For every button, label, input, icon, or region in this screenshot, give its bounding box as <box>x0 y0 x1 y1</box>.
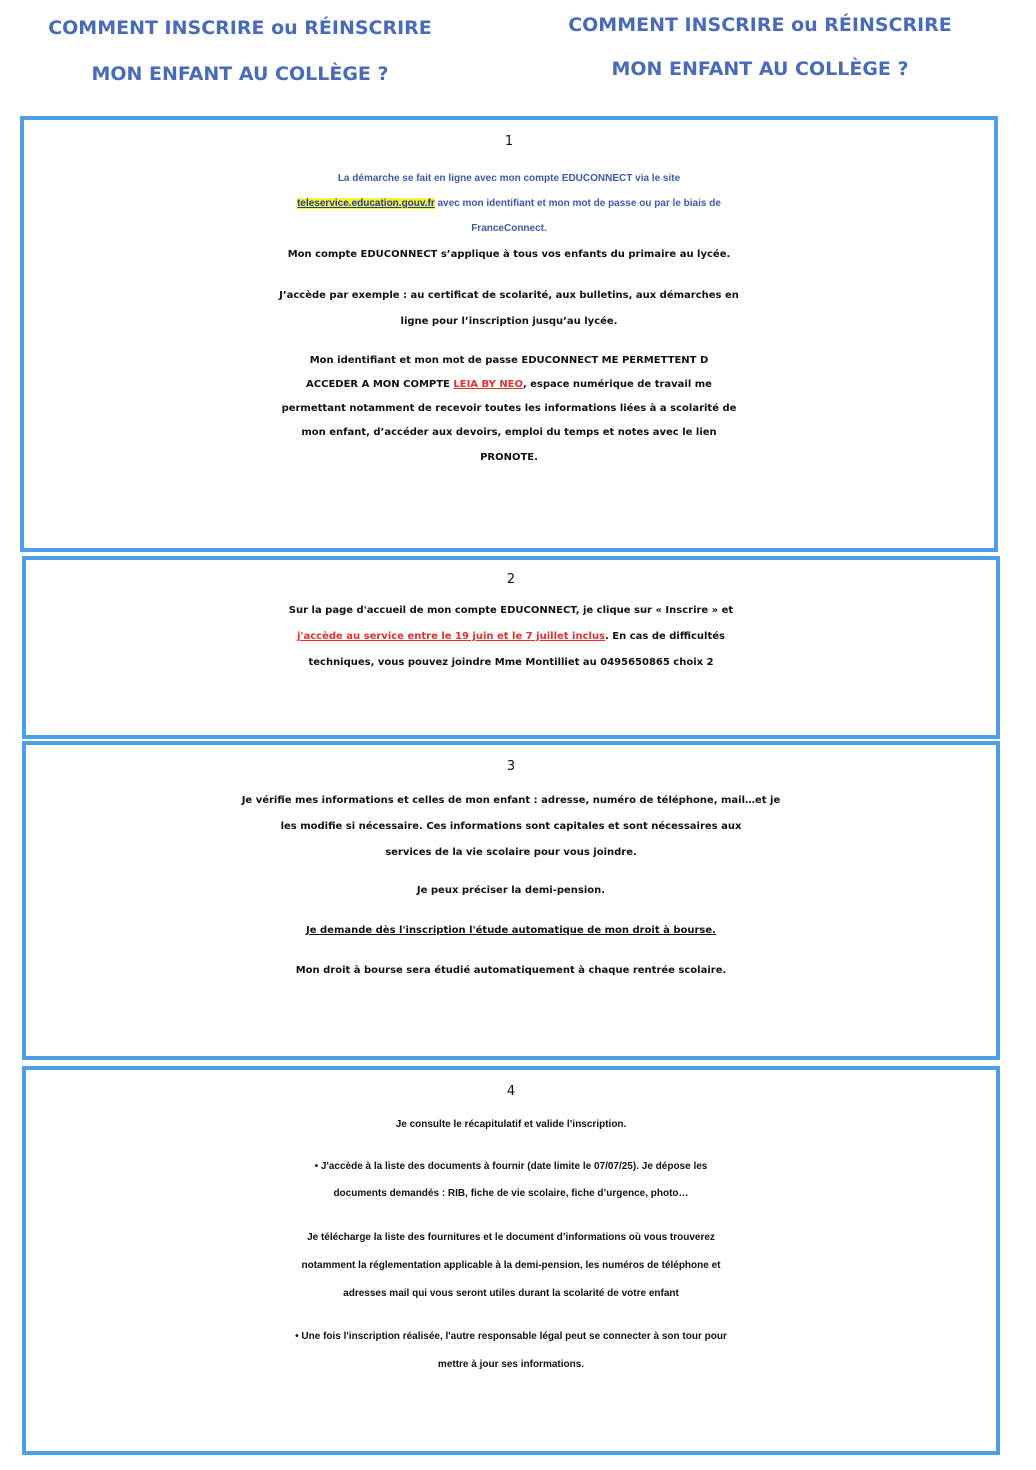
step-4-line1: Je consulte le récapitulatif et valide l’inscription. <box>395 1119 627 1130</box>
header-title-right-line2: MON ENFANT AU COLLÈGE ? <box>611 58 909 80</box>
step-3-number: 3 <box>506 759 516 774</box>
header-title-left-line1: COMMENT INSCRIRE ou RÉINSCRIRE <box>48 17 432 39</box>
header-title-right-line1: COMMENT INSCRIRE ou RÉINSCRIRE <box>568 14 952 36</box>
step-3-box <box>22 741 1000 1060</box>
step-2-box <box>22 556 1000 739</box>
step-1-paragraph-2-line2: ligne pour l’inscription jusqu’au lycée. <box>400 316 618 327</box>
registration-dates-link[interactable]: j'accède au service entre le 19 juin et le 7 juillet inclus <box>297 631 606 642</box>
teleservice-link[interactable]: teleservice.education.gouv.fr <box>297 198 435 209</box>
step-1-paragraph-1: Mon compte EDUCONNECT s’applique à tous vos enfants du primaire au lycée. <box>287 249 731 260</box>
step-4-line3: documents demandés : RIB, fiche de vie scolaire, fiche d’urgence, photo… <box>333 1188 689 1199</box>
step-4-line5: notamment la réglementation applicable à la demi-pension, les numéros de téléphone et <box>301 1260 721 1271</box>
step-4-line2: • J'accède à la liste des documents à fournir (date limite le 07/07/25). Je dépose les <box>314 1161 708 1172</box>
step-1-intro-line1: La démarche se fait en ligne avec mon compte EDUCONNECT via le site <box>337 173 681 184</box>
step-1-paragraph-3-line5: PRONOTE. <box>480 452 538 463</box>
header-title-left-line2: MON ENFANT AU COLLÈGE ? <box>91 63 389 85</box>
step-1-paragraph-3-line1: Mon identifiant et mon mot de passe EDUCONNECT ME PERMETTENT D <box>309 355 709 366</box>
step-1-intro-line3: FranceConnect. <box>471 223 547 234</box>
step-3-line2: les modifie si nécessaire. Ces informations sont capitales et sont nécessaires aux <box>280 821 742 832</box>
step-3-line5: Je demande dès l'inscription l'étude automatique de mon droit à bourse. <box>306 925 716 936</box>
step-1-box <box>20 116 998 552</box>
step-3-line4: Je peux préciser la demi-pension. <box>416 885 606 896</box>
step-3-line1: Je vérifie mes informations et celles de mon enfant : adresse, numéro de téléphone, mail…et je <box>241 795 781 806</box>
step-1-paragraph-3-line3: permettant notamment de recevoir toutes les informations liées à a scolarité de <box>281 403 737 414</box>
step-1-number: 1 <box>504 134 514 149</box>
step-4-line6: adresses mail qui vous seront utiles durant la scolarité de votre enfant <box>343 1288 679 1299</box>
step-2-line3: techniques, vous pouvez joindre Mme Montilliet au 0495650865 choix 2 <box>308 657 714 668</box>
step-4-line8: mettre à jour ses informations. <box>437 1359 585 1370</box>
step-1-paragraph-3-line4: mon enfant, d’accéder aux devoirs, emploi du temps et notes avec le lien <box>301 427 717 438</box>
leia-by-neo-link[interactable]: LEIA BY NEO <box>453 379 523 390</box>
step-1-paragraph-2-line1: J’accède par exemple : au certificat de scolarité, aux bulletins, aux démarches en <box>279 290 739 301</box>
step-4-number: 4 <box>506 1084 516 1099</box>
step-1-intro-line2: teleservice.education.gouv.fr avec mon identifiant et mon mot de passe ou par le biais de <box>297 198 721 209</box>
step-3-line3: services de la vie scolaire pour vous joindre. <box>385 847 637 858</box>
step-2-line1: Sur la page d'accueil de mon compte EDUCONNECT, je clique sur « Inscrire » et <box>288 605 734 616</box>
step-1-paragraph-3-line2: ACCEDER A MON COMPTE LEIA BY NEO, espace numérique de travail me <box>306 379 712 390</box>
step-3-line6: Mon droit à bourse sera étudié automatiquement à chaque rentrée scolaire. <box>295 965 727 976</box>
step-4-line7: • Une fois l'inscription réalisée, l'autre responsable légal peut se connecter à son tour pour <box>295 1331 727 1342</box>
step-2-number: 2 <box>506 572 516 587</box>
step-4-line4: Je télécharge la liste des fournitures et le document d’informations où vous trouverez <box>307 1232 715 1243</box>
step-4-box <box>22 1066 1000 1455</box>
step-2-line2: j'accède au service entre le 19 juin et le 7 juillet inclus. En cas de difficultés <box>297 631 725 642</box>
